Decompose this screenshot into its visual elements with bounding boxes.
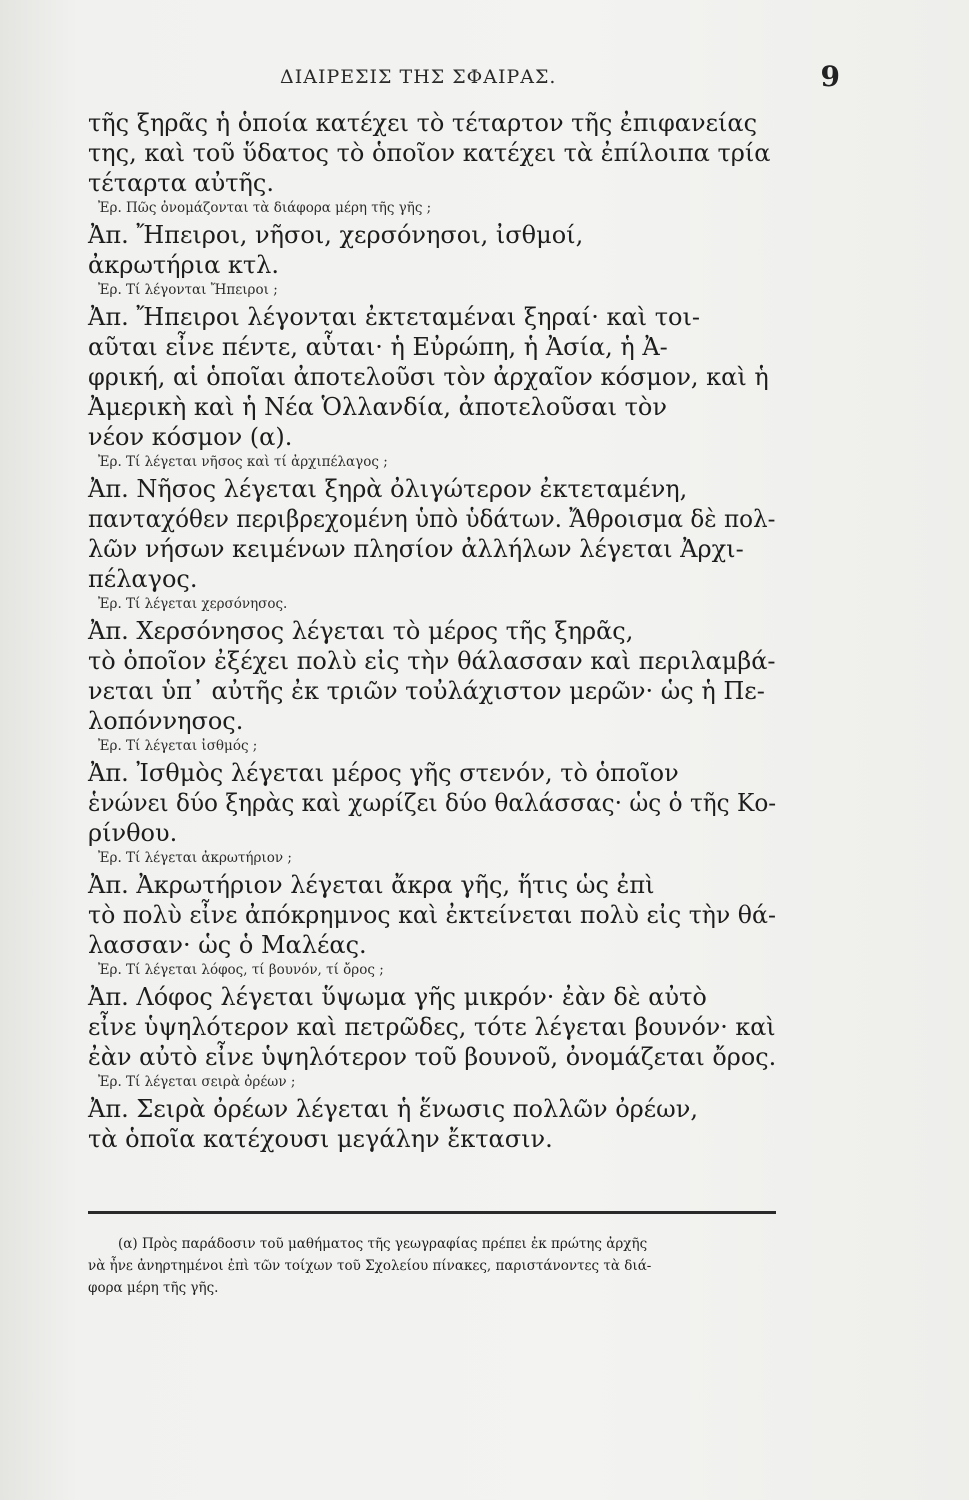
text-line: νέον κόσμον (α). xyxy=(88,423,293,451)
question-line: Ἐρ. Τί λέγεται ἀκρωτήριον ; xyxy=(98,850,292,866)
text-line: νεται ὑπ᾽ αὐτῆς ἐκ τριῶν τοὐλάχιστον μερῶν· ὡς ἡ Πε- xyxy=(88,677,765,705)
text-line: της, καὶ τοῦ ὕδατος τὸ ὁποῖον κατέχει τὰ ἐπίλοιπα τρία xyxy=(88,139,771,167)
text-line: φρική, αἱ ὁποῖαι ἀποτελοῦσι τὸν ἀρχαῖον κόσμον, καὶ ἡ xyxy=(88,363,769,391)
footnote-line: (α) Πρὸς παράδοσιν τοῦ μαθήματος τῆς γεωγραφίας πρέπει ἐκ πρώτης ἀρχῆς xyxy=(118,1236,648,1252)
text-line: Ἀμερικὴ καὶ ἡ Νέα Ὁλλανδία, ἀποτελοῦσαι τὸν xyxy=(88,393,667,421)
question-line: Ἐρ. Τί λέγεται ἰσθμός ; xyxy=(98,738,258,754)
text-line: πέλαγος. xyxy=(88,565,198,593)
question-line: Ἐρ. Τί λέγεται λόφος, τί βουνόν, τί ὄρος ; xyxy=(98,962,384,978)
text-line: αῦται εἶνε πέντε, αὗται· ἡ Εὐρώπη, ἡ Ἀσία, ἡ Ἀ- xyxy=(88,333,668,361)
question-line: Ἐρ. Τί λέγεται νῆσος καὶ τί ἀρχιπέλαγος ; xyxy=(98,454,388,470)
text-line: Ἀπ. Ἤπειροι λέγονται ἐκτεταμέναι ξηραί· καὶ τοι- xyxy=(88,303,700,331)
text-line: τῆς ξηρᾶς ἡ ὁποία κατέχει τὸ τέταρτον τῆς ἐπιφανείας xyxy=(88,109,758,137)
question-line: Ἐρ. Τί λέγεται χερσόνησος. xyxy=(98,596,288,612)
question-line: Ἐρ. Τί λέγονται Ἤπειροι ; xyxy=(98,282,278,298)
text-line: Ἀπ. Ἰσθμὸς λέγεται μέρος γῆς στενόν, τὸ ὁποῖον xyxy=(88,759,679,787)
text-line: ρίνθου. xyxy=(88,819,178,847)
footnote xyxy=(88,1233,778,1299)
page-number: 9 xyxy=(820,60,840,93)
text-line: ἐὰν αὐτὸ εἶνε ὑψηλότερον τοῦ βουνοῦ, ὀνομάζεται ὄρος. xyxy=(88,1043,777,1071)
running-title: ΔΙΑΙΡΕΣΙΣ ΤΗΣ ΣΦΑΙΡΑΣ. xyxy=(280,66,557,88)
text-line: πανταχόθεν περιβρεχομένη ὑπὸ ὑδάτων. Ἄθροισμα δὲ πολ- xyxy=(88,505,776,533)
text-line: λῶν νήσων κειμένων πλησίον ἀλλήλων λέγεται Ἀρχι- xyxy=(88,535,744,563)
text-line: τέταρτα αὐτῆς. xyxy=(88,169,274,197)
text-line: Ἀπ. Λόφος λέγεται ὕψωμα γῆς μικρόν· ἐὰν δὲ αὐτὸ xyxy=(88,983,707,1011)
body-text xyxy=(88,108,778,1154)
text-line: Ἀπ. Χερσόνησος λέγεται τὸ μέρος τῆς ξηρᾶς, xyxy=(88,617,634,645)
text-line: εἶνε ὑψηλότερον καὶ πετρῶδες, τότε λέγεται βουνόν· καὶ xyxy=(88,1013,776,1041)
text-line: τὸ πολὺ εἶνε ἀπόκρημνος καὶ ἐκτείνεται πολὺ εἰς τὴν θά- xyxy=(88,901,776,929)
text-line: Ἀπ. Σειρὰ ὀρέων λέγεται ἡ ἕνωσις πολλῶν ὀρέων, xyxy=(88,1095,698,1123)
text-line: τὸ ὁποῖον ἐξέχει πολὺ εἰς τὴν θάλασσαν καὶ περιλαμβά- xyxy=(88,647,776,675)
footnote-line: φορα μέρη τῆς γῆς. xyxy=(88,1280,219,1296)
footnote-line: νὰ ἦνε ἀνηρτημένοι ἐπὶ τῶν τοίχων τοῦ Σχολείου πίνακες, παριστάνοντες τὰ διά- xyxy=(88,1258,652,1274)
text-line: Ἀπ. Νῆσος λέγεται ξηρὰ ὀλιγώτερον ἐκτεταμένη, xyxy=(88,475,688,503)
text-line: ἀκρωτήρια κτλ. xyxy=(88,251,280,279)
footnote-rule xyxy=(88,1211,776,1214)
question-line: Ἐρ. Τί λέγεται σειρὰ ὀρέων ; xyxy=(98,1074,296,1090)
page-header xyxy=(90,60,840,102)
text-line: ἑνώνει δύο ξηρὰς καὶ χωρίζει δύο θαλάσσας· ὡς ὁ τῆς Κο- xyxy=(88,789,777,817)
text-line: λασσαν· ὡς ὁ Μαλέας. xyxy=(88,931,367,959)
text-line: Ἀπ. Ἀκρωτήριον λέγεται ἄκρα γῆς, ἥτις ὡς ἐπὶ xyxy=(88,871,655,899)
text-line: Ἀπ. Ἤπειροι, νῆσοι, χερσόνησοι, ἰσθμοί, xyxy=(88,221,584,249)
text-line: τὰ ὁποῖα κατέχουσι μεγάλην ἔκτασιν. xyxy=(88,1125,553,1153)
text-line: λοπόννησος. xyxy=(88,707,244,735)
question-line: Ἐρ. Πῶς ὀνομάζονται τὰ διάφορα μέρη τῆς γῆς ; xyxy=(98,200,432,216)
